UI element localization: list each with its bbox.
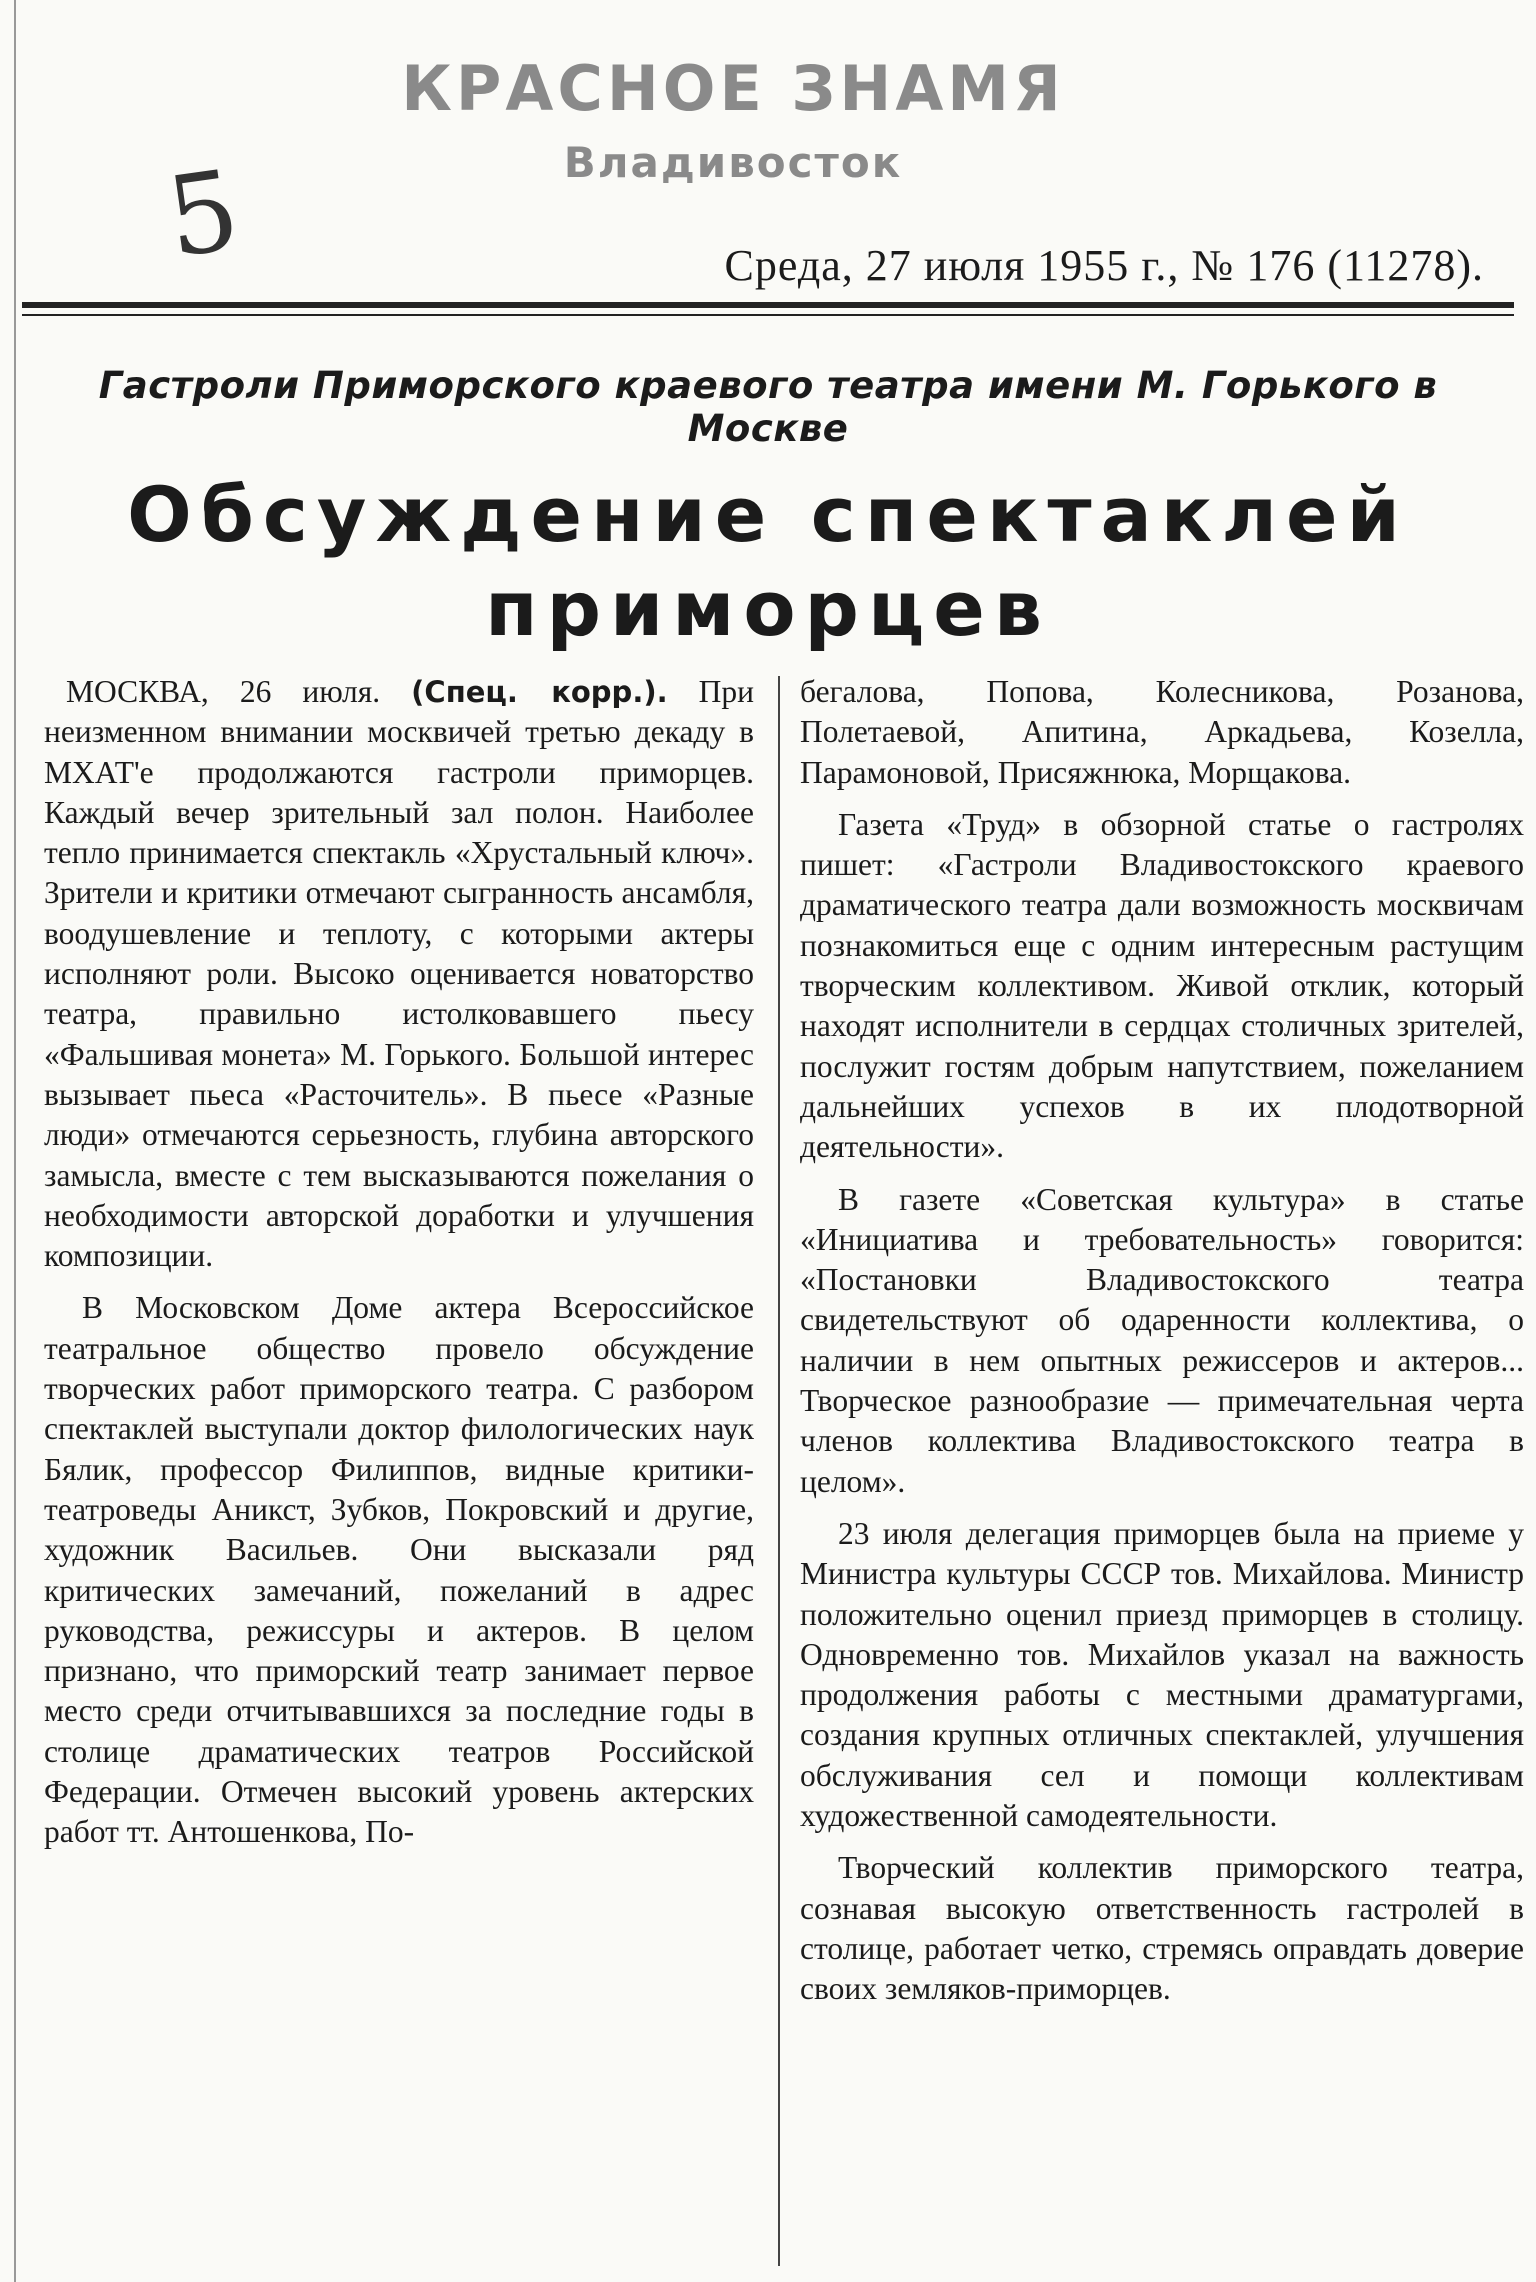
newspaper-stamp-title: КРАСНОЕ ЗНАМЯ (401, 52, 1065, 125)
article-column-right (800, 672, 1524, 2022)
headline-line-1: Обсуждение спектаклей (127, 470, 1409, 559)
paragraph: В Московском Доме актера Всероссийское театральное общество провело обсуждение творческих работ приморского театра. С разбором спектаклей выступали доктор филологических наук Бялик, профессор Филиппов, видные критики-театроведы Аникст, Зубков, Покровский и другие, художник Васильев. Они высказали ряд критических замечаний, пожеланий в адрес руководства, режиссуры и актеров. В целом признано, что приморский театр занимает первое место среди отчитывавшихся за последние годы в столице драматических театров Российской Федерации. Отмечен высокий уровень актерских работ тт. Антошенкова, По- (44, 1290, 754, 1850)
paragraph (44, 672, 754, 1276)
masthead-rule-thin (22, 314, 1514, 316)
paragraph: Творческий коллектив приморского театра, сознавая высокую ответственность гастролей в столице, работает четко, стремясь оправдать доверие своих земляков-приморцев. (800, 1850, 1524, 2007)
source-credit: (Спец. корр.). (411, 675, 668, 709)
article-column-left (44, 672, 754, 1865)
handwritten-page-number: 5 (159, 145, 247, 283)
article-rubric: Гастроли Приморского краевого театра имени М. Горького в Москве (98, 364, 1438, 450)
issue-dateline: Среда, 27 июля 1955 г., № 176 (11278). (724, 241, 1484, 290)
paragraph: бегалова, Попова, Колесникова, Розанова, Полетаевой, Апитина, Аркадьева, Козелла, Парамоновой, Присяжнюка, Морщакова. (800, 674, 1524, 790)
paragraph-text: При неизменном внимании москвичей третью декаду в МХАТ'е продолжаются гастроли приморцев. Каждый вечер зрительный зал полон. Наиболее тепло принимается спектакль «Хрустальный ключ». Зрители и критики отмечают сыгранность ансамбля, воодушевление и теплоту, с которыми актеры исполняют роли. Высоко оценивается новаторство театра, правильно истолковавшего пьесу «Фальшивая монета» М. Горького. Большой интерес вызывает пьеса «Расточитель». В пьесе «Разные люди» отмечаются серьезность, глубина авторского замысла, вместе с тем высказываются пожелания о необходимости авторской доработки и улучшения композиции. (44, 674, 755, 1274)
dateline-location: МОСКВА, 26 июля. (66, 674, 381, 709)
paragraph: В газете «Советская культура» в статье «Инициатива и требовательность» говорится: «Постановки Владивостокского театра свидетельствуют об одаренности коллектива, о наличии в нем опытных режиссеров и актеров... Творческое разнообразие — примечательная черта членов коллектива Владивостокского театра в целом». (800, 1181, 1524, 1499)
article-headline (0, 468, 1536, 656)
headline-line-2: приморцев (485, 564, 1051, 653)
column-divider (778, 676, 780, 2266)
paragraph: 23 июля делегация приморцев была на приеме у Министра культуры СССР тов. Михайлова. Министр положительно оценил приезд приморцев в столицу. Одновременно тов. Михайлов указал на важность продолжения работы с местными драматургами, создания крупных отличных спектаклей, улучшения обслуживания сел и помощи коллективам художественной самодеятельности. (800, 1515, 1524, 1834)
page-edge (14, 0, 16, 2282)
newspaper-stamp-city: Владивосток (563, 138, 903, 187)
masthead-rule (22, 302, 1514, 308)
paragraph: Газета «Труд» в обзорной статье о гастролях пишет: «Гастроли Владивостокского краевого драматического театра дали возможность москвичам познакомиться еще с одним интересным растущим творческим коллективом. Живой отклик, который находят исполнители в сердцах столичных зрителей, послужит гостям добрым напутствием, пожеланием дальнейших успехов в их плодотворной деятельности». (800, 806, 1524, 1165)
